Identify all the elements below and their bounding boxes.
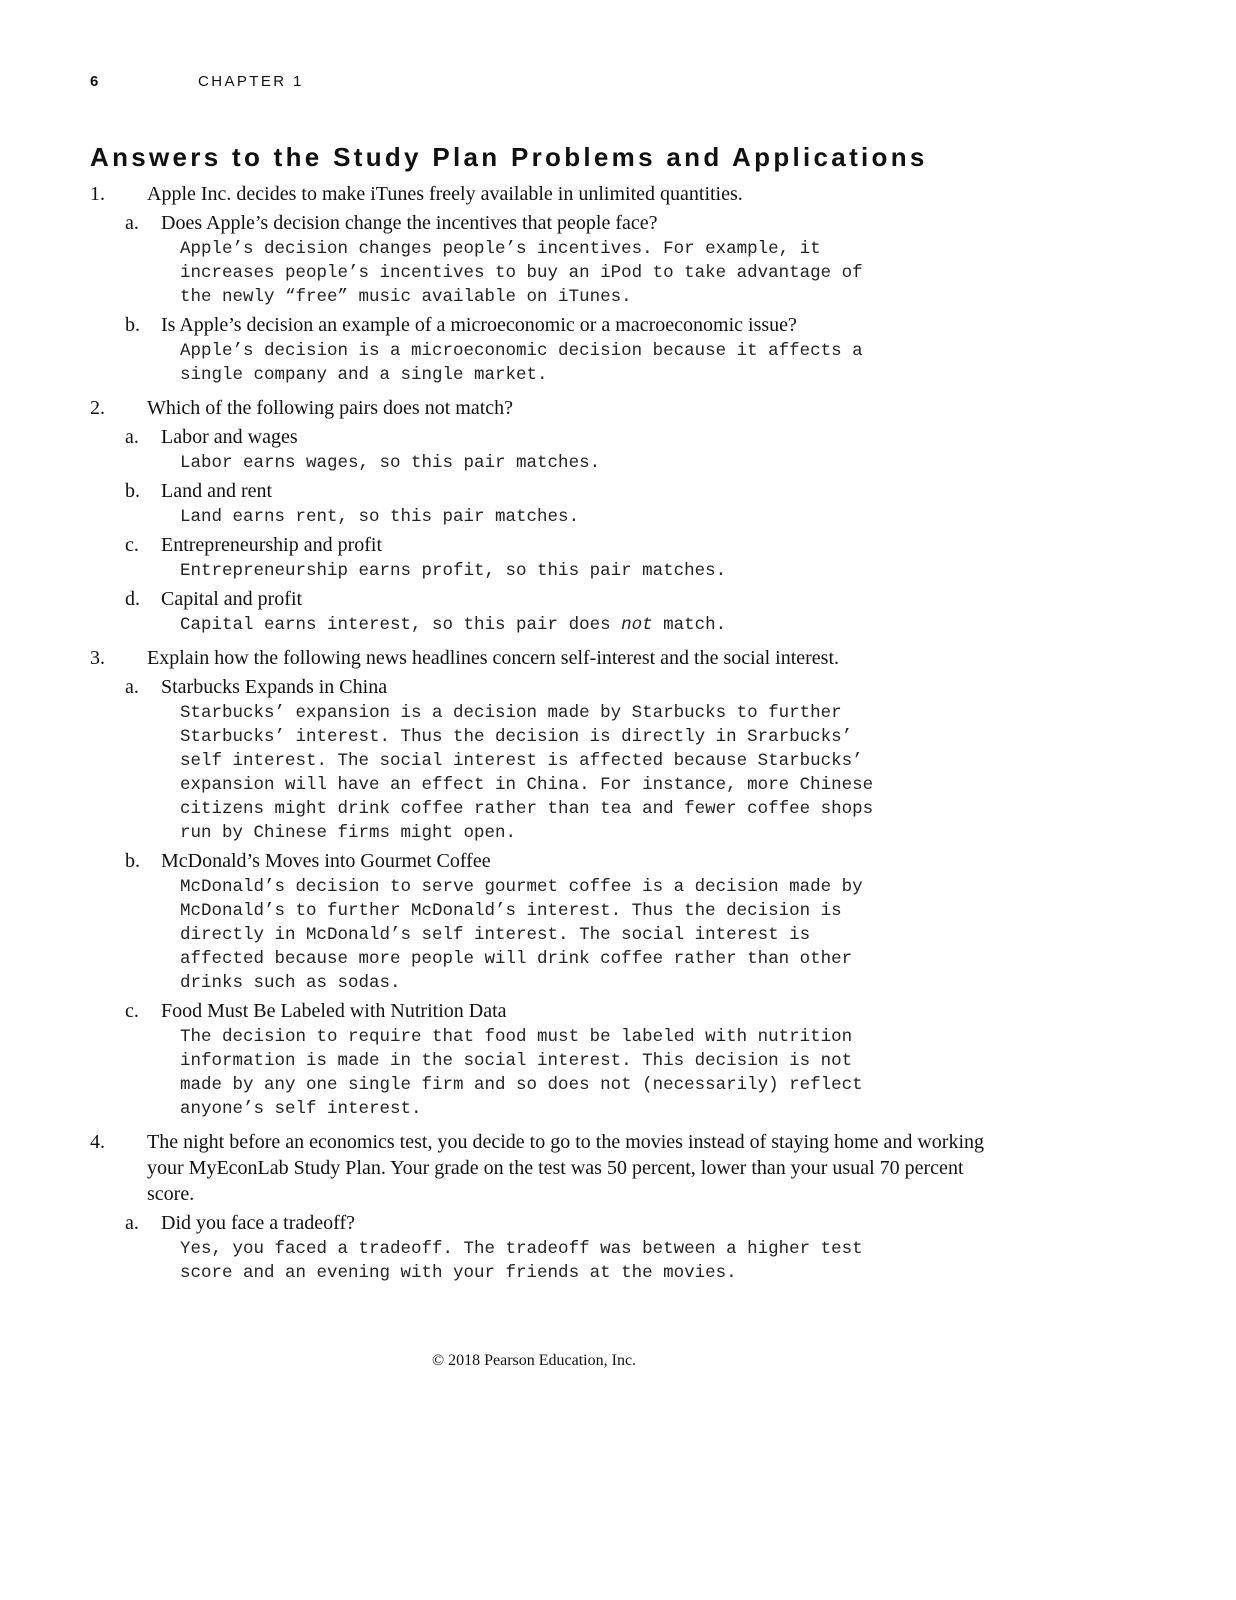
part-text: Does Apple’s decision change the incentives that people face?	[161, 212, 658, 234]
answer-1b: Apple’s decision is a microeconomic decision because it affects a single company and a single market.	[180, 341, 863, 385]
question-text: Apple Inc. decides to make iTunes freely available in unlimited quantities.	[147, 183, 743, 205]
question-text: Which of the following pairs does not match?	[147, 397, 514, 419]
part-2c	[90, 532, 1090, 559]
part-2d	[90, 586, 1090, 613]
part-letter: c.	[125, 534, 139, 556]
part-text: Is Apple’s decision an example of a microeconomic or a macroeconomic issue?	[161, 314, 797, 336]
answer-3c: The decision to require that food must be labeled with nutrition information is made in the social interest. This decision is not made by any one single firm and so does not (necessarily) reflect anyone’s self interest.	[180, 1027, 863, 1119]
answer-3b: McDonald’s decision to serve gourmet coffee is a decision made by McDonald’s to further McDonald’s interest. Thus the decision is directly in McDonald’s self interest. The social interest is affected because more people will drink coffee rather than other drinks such as sodas.	[180, 877, 863, 993]
question-number: 3.	[90, 647, 105, 669]
question-text: The night before an economics test, you decide to go to the movies instead of staying home and working your MyEconLab Study Plan. Your grade on the test was 50 percent, lower than your usual 70 percent score.	[147, 1131, 985, 1205]
part-text: Capital and profit	[161, 588, 303, 610]
part-3c	[90, 998, 1090, 1025]
answer-1a: Apple’s decision changes people’s incentives. For example, it increases people’s incentives to buy an iPod to take advantage of the newly “free” music available on iTunes.	[180, 239, 863, 307]
section-title: Answers to the Study Plan Problems and Applications	[90, 142, 928, 172]
part-letter: c.	[125, 1000, 139, 1022]
answer-2d	[180, 613, 980, 637]
part-letter: a.	[125, 676, 139, 698]
chapter-label: CHAPTER 1	[198, 73, 304, 90]
question-number: 4.	[90, 1131, 105, 1153]
part-letter: a.	[125, 426, 139, 448]
answer-2a: Labor earns wages, so this pair matches.	[180, 453, 601, 473]
question-3	[90, 645, 992, 671]
part-letter: b.	[125, 314, 140, 336]
part-text: Starbucks Expands in China	[161, 676, 388, 698]
part-letter: b.	[125, 850, 140, 872]
part-1b	[90, 312, 1090, 339]
question-2	[90, 395, 992, 421]
answer-text: match.	[652, 615, 727, 635]
question-text: Explain how the following news headlines concern self-interest and the social interest.	[147, 647, 840, 669]
page-number: 6	[90, 73, 99, 90]
part-2a	[90, 424, 1090, 451]
part-3b	[90, 848, 1090, 875]
answers-list	[90, 181, 1090, 1285]
answer-emphasis: not	[621, 615, 653, 635]
copyright-footer: © 2018 Pearson Education, Inc.	[431, 1352, 637, 1369]
part-3a	[90, 674, 1090, 701]
answer-4a: Yes, you faced a tradeoff. The tradeoff was between a higher test score and an evening with your friends at the movies.	[180, 1239, 863, 1283]
part-1a	[90, 210, 1090, 237]
running-header	[90, 73, 304, 90]
answer-2c: Entrepreneurship earns profit, so this pair matches.	[180, 561, 727, 581]
part-letter: a.	[125, 1212, 139, 1234]
part-2b	[90, 478, 1090, 505]
question-number: 2.	[90, 397, 105, 419]
question-number: 1.	[90, 183, 105, 205]
part-text: Land and rent	[161, 480, 273, 502]
part-letter: a.	[125, 212, 139, 234]
part-text: McDonald’s Moves into Gourmet Coffee	[161, 850, 491, 872]
question-4	[90, 1129, 992, 1207]
part-letter: d.	[125, 588, 140, 610]
answer-3a: Starbucks’ expansion is a decision made by Starbucks to further Starbucks’ interest. Thus the decision is directly in Srarbucks’ self interest. The social interest is affected because Starbucks’ expansion will have an effect in China. For instance, more Chinese citizens might drink coffee rather than tea and fewer coffee shops run by Chinese firms might open.	[180, 703, 874, 843]
answer-text: Capital earns interest, so this pair does	[180, 615, 622, 635]
part-text: Labor and wages	[161, 426, 298, 448]
part-4a	[90, 1210, 1090, 1237]
part-text: Entrepreneurship and profit	[161, 534, 383, 556]
part-text: Food Must Be Labeled with Nutrition Data	[161, 1000, 507, 1022]
answer-2b: Land earns rent, so this pair matches.	[180, 507, 580, 527]
question-1	[90, 181, 992, 207]
part-letter: b.	[125, 480, 140, 502]
part-text: Did you face a tradeoff?	[161, 1212, 355, 1234]
